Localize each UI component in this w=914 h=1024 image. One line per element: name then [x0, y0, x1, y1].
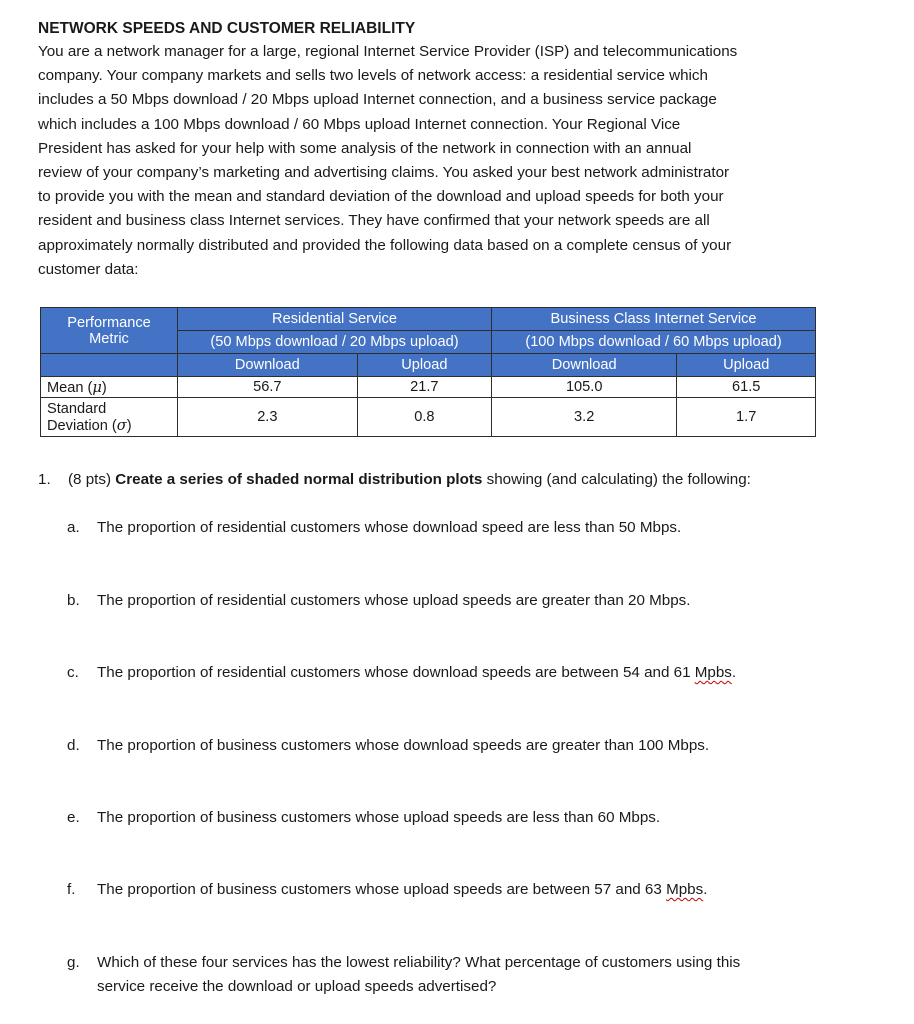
residential-upload-header: Upload — [357, 354, 491, 377]
business-plan-header: (100 Mbps download / 60 Mbps upload) — [492, 331, 816, 354]
residential-upload-mean: 21.7 — [357, 377, 491, 398]
table-subheader-row — [41, 354, 816, 377]
label-text: ) — [126, 417, 132, 434]
label-text: ) — [101, 379, 107, 396]
table-row — [41, 377, 816, 398]
header-text: Metric — [89, 330, 129, 347]
question-number: 1. — [38, 471, 51, 488]
residential-plan-header: (50 Mbps download / 20 Mbps upload) — [178, 331, 492, 354]
subquestion-text — [97, 878, 827, 902]
document-title: NETWORK SPEEDS AND CUSTOMER RELIABILITY — [38, 20, 416, 37]
intro-line: President has asked for your help with some analysis of the network in connection with an annual — [38, 139, 692, 157]
subquestion-text-part: . — [703, 881, 708, 898]
business-upload-sd: 1.7 — [677, 398, 816, 437]
residential-download-sd: 2.3 — [178, 398, 358, 437]
table-row — [41, 398, 816, 437]
residential-download-header: Download — [178, 354, 358, 377]
subquestion-text: The proportion of residential customers whose upload speeds are greater than 20 Mbps. — [97, 592, 691, 609]
business-upload-header: Upload — [677, 354, 816, 377]
label-text: Mean ( — [47, 379, 93, 396]
intro-line: resident and business class Internet services. They have confirmed that your network speeds are all — [38, 212, 710, 230]
intro-line: approximately normally distributed and provided the following data based on a complete census of your — [38, 236, 732, 254]
spellcheck-flagged-word: Mpbs — [666, 881, 704, 898]
business-download-mean: 105.0 — [492, 377, 677, 398]
intro-line: includes a 50 Mbps download / 20 Mbps upload Internet connection, and a business service package — [38, 91, 717, 109]
header-text: Residential Service — [272, 311, 397, 327]
subquestion-text — [97, 951, 827, 999]
intro-line: which includes a 100 Mbps download / 60 Mbps upload Internet connection. Your Regional Vice — [38, 115, 681, 133]
subquestion-marker: c. — [67, 664, 79, 681]
label-text: Standard — [47, 400, 107, 417]
question-rest: showing (and calculating) the following: — [482, 471, 751, 488]
subquestion-line: service receive the download or upload speeds advertised? — [97, 978, 497, 995]
subquestion-line: Which of these four services has the lowest reliability? What percentage of customers using this — [97, 954, 741, 971]
question-text — [68, 468, 848, 492]
business-download-sd: 3.2 — [492, 398, 677, 437]
residential-service-header — [178, 308, 492, 331]
mu-symbol: μ — [92, 378, 102, 396]
subquestion-text: The proportion of business customers whose download speeds are greater than 100 Mbps. — [97, 737, 710, 754]
intro-line: review of your company’s marketing and advertising claims. You asked your best network administrator — [38, 164, 730, 182]
subquestion-text-part: . — [731, 664, 737, 681]
subquestion-marker: b. — [67, 592, 80, 609]
business-upload-mean: 61.5 — [677, 377, 816, 398]
intro-line: company. Your company markets and sells two levels of network access: a residential service which — [38, 67, 708, 85]
header-text: Business Class Internet Service — [550, 311, 757, 327]
spellcheck-flagged-word: Mpbs — [694, 664, 732, 681]
standard-deviation-label — [41, 398, 178, 437]
question-emphasis: Create a series of shaded normal distribution plots — [115, 471, 483, 488]
mean-label — [41, 377, 178, 398]
business-download-header: Download — [492, 354, 677, 377]
intro-line: to provide you with the mean and standard deviation of the download and upload speeds for both your — [38, 188, 724, 206]
subquestion-marker: f. — [67, 881, 76, 898]
table-header-row — [41, 308, 816, 331]
subquestion-text-part: The proportion of business customers whose upload speeds are between 57 and 63 — [97, 881, 667, 898]
residential-upload-sd: 0.8 — [357, 398, 491, 437]
subquestion-marker: e. — [67, 809, 80, 826]
performance-metric-header — [41, 308, 178, 354]
subquestion-text — [97, 661, 827, 685]
label-text: Deviation ( — [47, 417, 117, 434]
document-page — [38, 18, 838, 282]
intro-paragraph — [38, 40, 838, 282]
subquestion-text-part: The proportion of residential customers whose download speeds are between 54 and 61 — [97, 664, 695, 681]
speed-statistics-table — [40, 307, 816, 437]
question-points: (8 pts) — [68, 471, 116, 488]
subquestion-marker: g. — [67, 954, 80, 971]
subquestion-text: The proportion of business customers whose upload speeds are less than 60 Mbps. — [97, 809, 661, 826]
intro-line: You are a network manager for a large, regional Internet Service Provider (ISP) and telecommunications — [38, 43, 738, 60]
subquestion-marker: a. — [67, 519, 80, 536]
empty-header-cell — [41, 354, 178, 377]
business-service-header — [492, 308, 816, 331]
sigma-symbol: σ — [116, 416, 127, 434]
residential-download-mean: 56.7 — [178, 377, 358, 398]
subquestion-marker: d. — [67, 737, 80, 754]
header-text: Performance — [67, 314, 151, 331]
intro-line: customer data: — [38, 260, 139, 278]
subquestion-text: The proportion of residential customers whose download speed are less than 50 Mbps. — [97, 519, 682, 536]
